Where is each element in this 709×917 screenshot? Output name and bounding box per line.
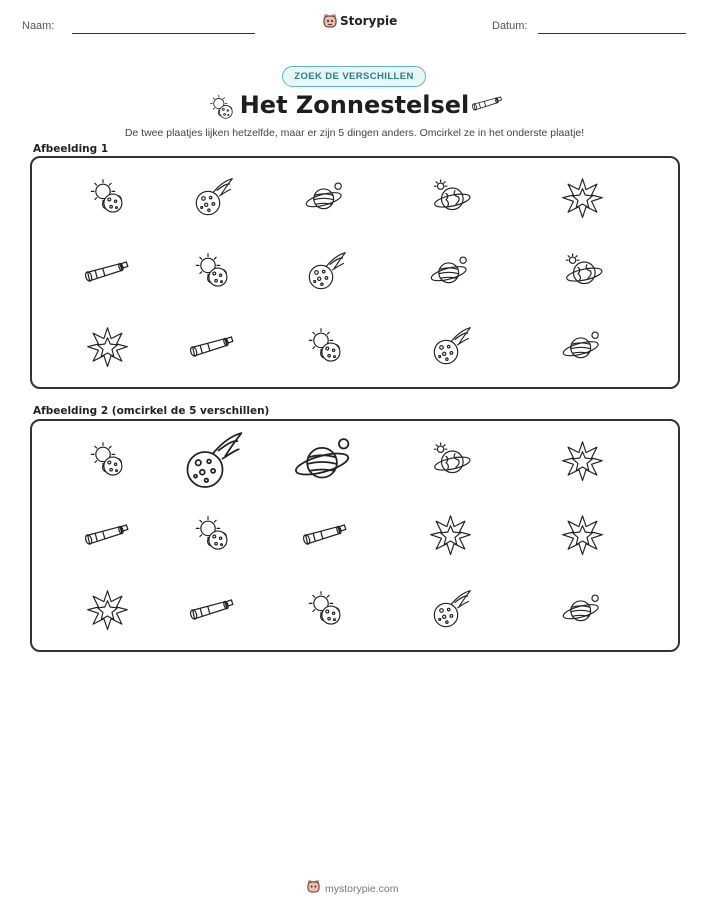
telescope-icon[interactable] [187,596,236,625]
star-icon [85,326,130,367]
sun-moon-icon[interactable] [303,589,348,630]
saturn-icon[interactable] [291,433,359,490]
sun-moon-icon [190,251,235,292]
name-line[interactable] [72,33,255,34]
meteor-icon[interactable] [428,588,473,631]
instructions: De twee plaatjes lijken hetzelfde, maar er zijn 5 dingen anders. Omcirkel ze in het onderste plaatje! [124,127,585,139]
star-icon[interactable] [560,440,605,481]
planet-sun-icon [428,179,473,217]
panel-1 [30,156,680,389]
sun-moon-icon[interactable] [85,440,130,481]
badge: ZOEK DE VERSCHILLEN [282,66,426,87]
name-label: Naam: [22,20,55,32]
date-label: Datum: [492,20,528,32]
footer [307,879,399,899]
footer-url[interactable]: mystorypie.com [325,883,399,895]
meteor-icon [303,250,348,293]
meteor-icon [190,176,235,219]
sun-moon-icon[interactable] [190,514,235,555]
telescope-icon[interactable] [82,521,131,550]
panel-2-label: Afbeelding 2 (omcirkel de 5 verschillen) [33,405,270,417]
star-icon[interactable] [560,514,605,555]
storypie-logo-icon [307,879,320,899]
telescope-icon [82,258,131,287]
telescope-icon[interactable] [300,521,349,550]
saturn-icon [428,253,473,291]
telescope-icon [187,333,236,362]
brand [323,13,397,29]
meteor-icon [428,325,473,368]
panel-2[interactable] [30,419,680,652]
star-icon[interactable] [85,589,130,630]
brand-name: Storypie [340,14,398,28]
date-line[interactable] [538,33,686,34]
star-icon [560,177,605,218]
storypie-logo-icon [323,13,337,29]
meteor-icon[interactable] [178,429,246,494]
panel-1-label: Afbeelding 1 [33,143,109,155]
saturn-icon[interactable] [560,591,605,629]
planet-sun-icon[interactable] [428,442,473,480]
saturn-icon [303,179,348,217]
planet-sun-icon [560,253,605,291]
telescope-icon [470,94,504,114]
star-icon[interactable] [428,514,473,555]
saturn-icon [560,328,605,366]
sun-moon-icon [303,326,348,367]
page-title: Het Zonnestelsel [239,91,470,119]
sun-moon-icon [85,177,130,218]
